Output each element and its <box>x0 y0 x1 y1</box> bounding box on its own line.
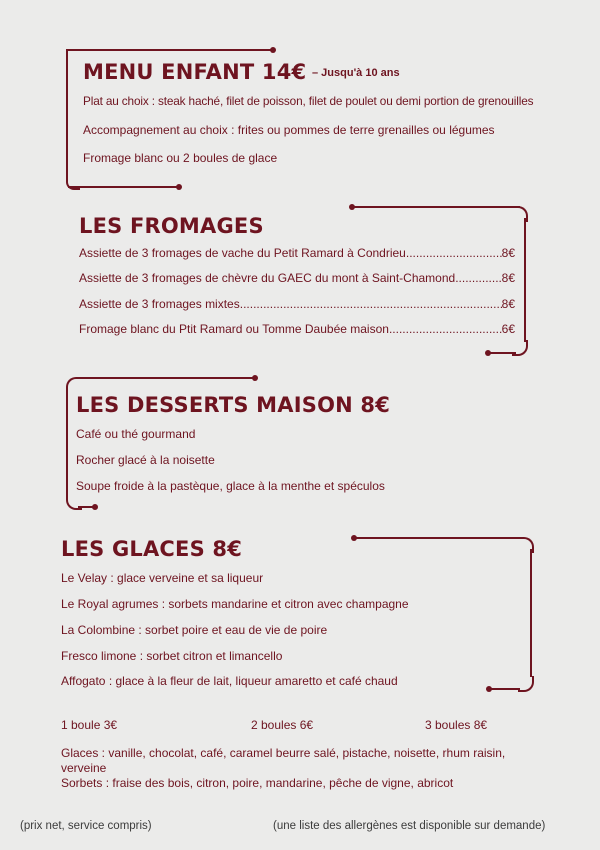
desserts-title: LES DESSERTS MAISON 8€ <box>76 393 391 417</box>
dot-leader <box>389 322 502 336</box>
sorbets-flavours: Sorbets : fraise des bois, citron, poire, mandarine, pêche de vigne, abricot <box>61 776 454 790</box>
dot-leader <box>455 271 501 285</box>
footer-allergen-note: (une liste des allergènes est disponible sur demande) <box>273 820 546 832</box>
menu-enfant-subtitle: – Jusqu'à 10 ans <box>312 67 400 79</box>
fromage-label: Assiette de 3 fromages mixtes <box>79 297 240 311</box>
dot-leader <box>240 297 502 311</box>
boule-price: 1 boule 3€ <box>61 718 118 732</box>
dessert-item: Rocher glacé à la noisette <box>76 453 215 467</box>
dessert-item: Soupe froide à la pastèque, glace à la menthe et spéculos <box>76 479 385 493</box>
fromage-price: 8€ <box>501 297 515 311</box>
dessert-item: Café ou thé gourmand <box>76 427 196 441</box>
glace-item: Le Velay : glace verveine et sa liqueur <box>61 571 264 585</box>
menu-enfant-item: Plat au choix : steak haché, filet de poisson, filet de poulet ou demi portion de grenouilles <box>83 94 534 108</box>
dot-leader <box>406 246 502 260</box>
boule-price: 3 boules 8€ <box>425 718 488 732</box>
glace-item: Fresco limone : sorbet citron et limancello <box>61 649 283 663</box>
menu-enfant-item: Fromage blanc ou 2 boules de glace <box>83 151 278 165</box>
glaces-flavours: Glaces : vanille, chocolat, café, caramel beurre salé, pistache, noisette, rhum raisin, <box>61 746 506 760</box>
fromage-label: Assiette de 3 fromages de chèvre du GAEC du mont à Saint-Chamond <box>79 271 456 285</box>
glaces-title: LES GLACES 8€ <box>61 537 243 561</box>
glace-item: Le Royal agrumes : sorbets mandarine et citron avec champagne <box>61 597 409 611</box>
fromage-label: Fromage blanc du Ptit Ramard ou Tomme Daubée maison <box>79 322 389 336</box>
fromage-label: Assiette de 3 fromages de vache du Petit Ramard à Condrieu <box>79 246 406 260</box>
fromage-price: 8€ <box>501 246 515 260</box>
glaces-flavours-cont: verveine <box>61 761 107 775</box>
fromage-price: 8€ <box>501 271 515 285</box>
menu-enfant-item: Accompagnement au choix : frites ou pommes de terre grenailles ou légumes <box>83 123 495 137</box>
fromage-row <box>79 297 515 311</box>
menu-enfant-title: MENU ENFANT 14€ <box>83 60 307 84</box>
glace-item: La Colombine : sorbet poire et eau de vie de poire <box>61 623 328 637</box>
fromage-row <box>79 271 515 285</box>
fromages-title: LES FROMAGES <box>79 214 264 238</box>
boule-price: 2 boules 6€ <box>251 718 314 732</box>
fromage-row <box>79 322 515 336</box>
fromage-price: 6€ <box>501 322 515 336</box>
glace-item: Affogato : glace à la fleur de lait, liqueur amaretto et café chaud <box>61 674 398 688</box>
fromage-row <box>79 246 515 260</box>
footer-price-note: (prix net, service compris) <box>20 820 152 832</box>
